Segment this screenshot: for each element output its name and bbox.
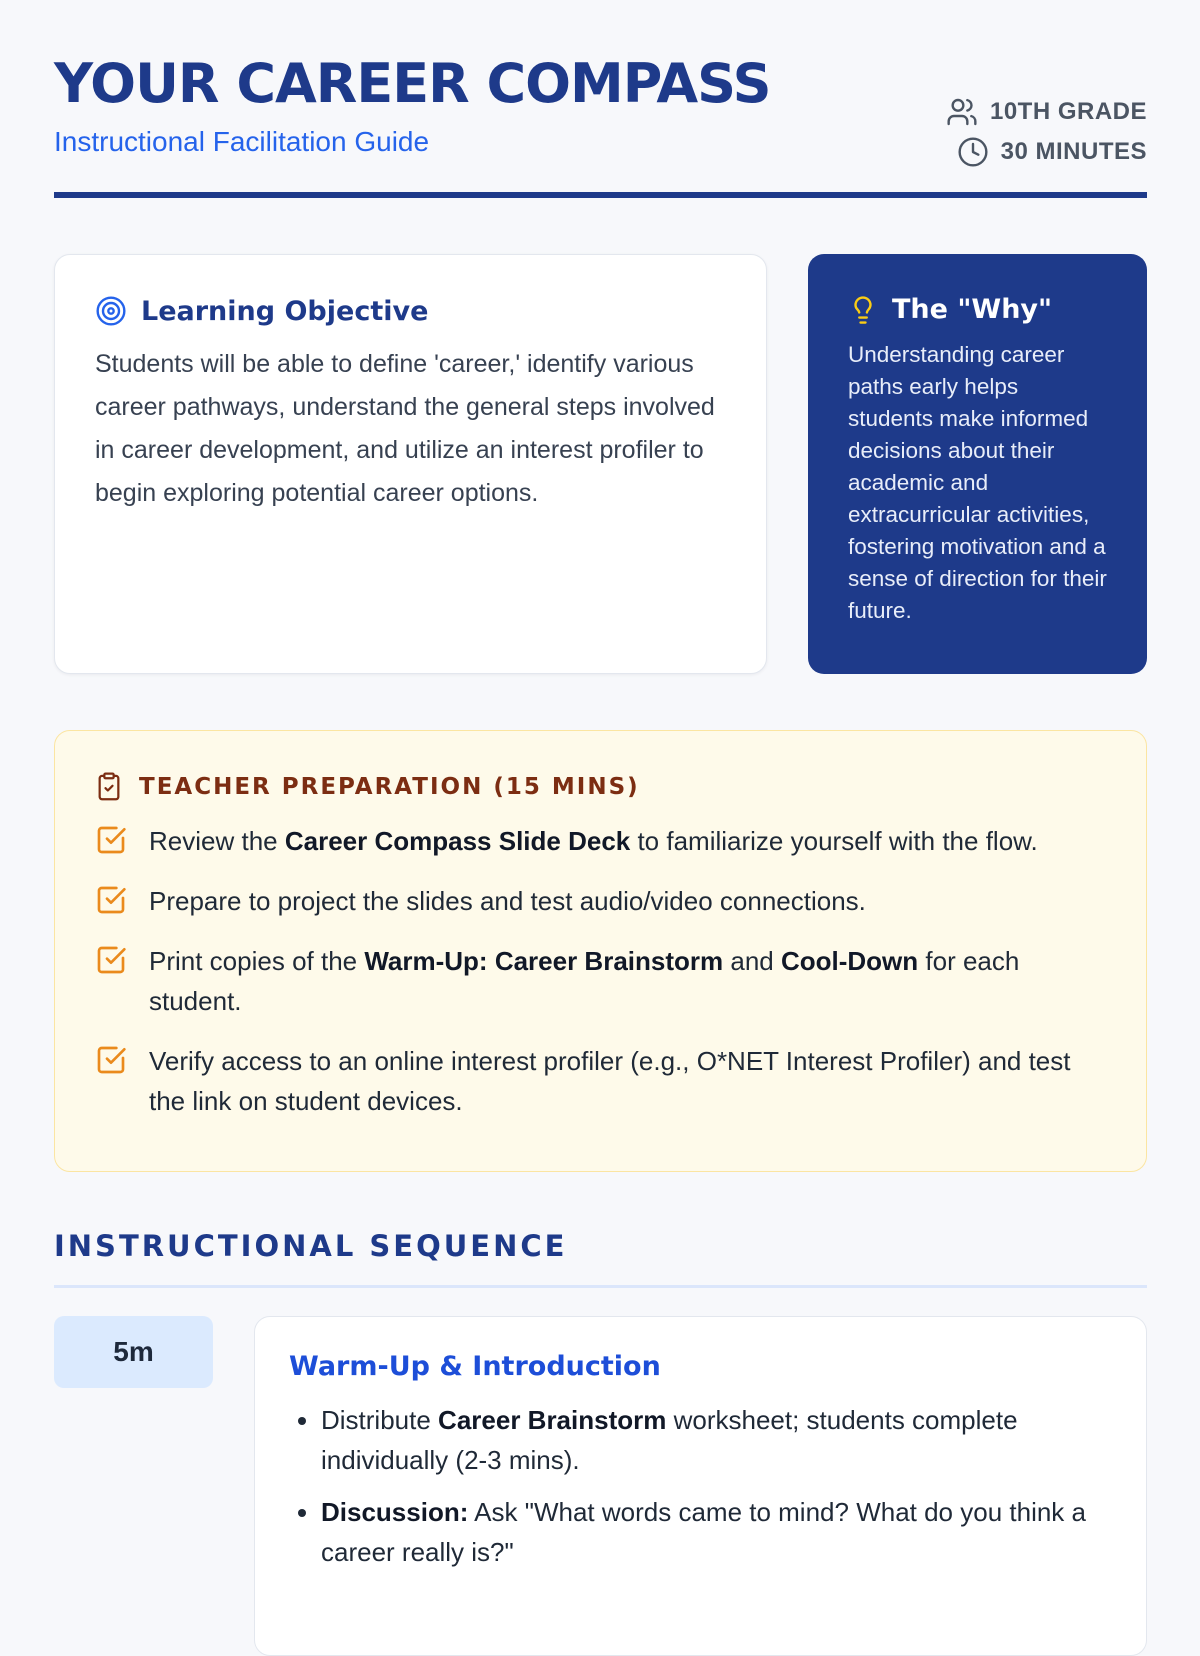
clock-icon <box>957 136 989 168</box>
objective-text: Students will be able to define 'career,' identify various career pathways, understand the general steps involved in career development, and utilize an interest profiler to begin exploring potential career options. <box>95 350 715 507</box>
checklist-item <box>95 941 1106 1021</box>
learning-objective-card <box>54 254 767 674</box>
checklist-item <box>95 881 1106 921</box>
clipboard-check-icon <box>95 771 123 803</box>
preparation-title: TEACHER PREPARATION (15 MINS) <box>139 774 640 800</box>
checklist-text: Verify access to an online interest profiler (e.g., O*NET Interest Profiler) and test the link on student devices. <box>149 1046 1071 1116</box>
sequence-divider <box>54 1285 1147 1288</box>
lightbulb-icon <box>848 295 878 325</box>
checkbox-checked-icon <box>95 1044 127 1076</box>
duration-row <box>946 132 1147 172</box>
objective-title: Learning Objective <box>141 295 429 327</box>
sequence-heading: INSTRUCTIONAL SEQUENCE <box>54 1229 568 1263</box>
why-title: The "Why" <box>892 294 1053 325</box>
grade-label: 10TH GRADE <box>989 98 1147 125</box>
checkbox-checked-icon <box>95 944 127 976</box>
checklist-text: Review the Career Compass Slide Deck to familiarize yourself with the flow. <box>149 826 1038 856</box>
header-divider <box>54 192 1147 198</box>
step-bullet: • Distribute Career Brainstorm worksheet; students complete individually (2-3 mins). <box>321 1400 1112 1480</box>
page-subtitle: Instructional Facilitation Guide <box>54 126 430 157</box>
checklist-text: Print copies of the Warm-Up: Career Brainstorm and Cool-Down for each student. <box>149 946 1020 1016</box>
page-title: YOUR CAREER COMPASS <box>54 52 771 115</box>
why-header <box>848 294 1107 325</box>
teacher-preparation-card <box>54 730 1147 1172</box>
step-bullet-list <box>289 1400 1112 1572</box>
lesson-meta <box>946 92 1147 172</box>
users-icon <box>946 96 978 128</box>
checkbox-checked-icon <box>95 884 127 916</box>
why-card <box>808 254 1147 674</box>
grade-row <box>946 92 1147 132</box>
objective-header <box>95 295 726 327</box>
checklist-item <box>95 1041 1106 1121</box>
page-header <box>54 0 1147 200</box>
checklist-item <box>95 821 1106 861</box>
preparation-header <box>95 771 1106 803</box>
checklist-text: Prepare to project the slides and test audio/video connections. <box>149 886 866 916</box>
preparation-checklist <box>95 821 1106 1121</box>
target-icon <box>95 295 127 327</box>
step-bullet: • Discussion: Ask "What words came to mind? What do you think a career really is?" <box>321 1492 1112 1572</box>
step-title: Warm-Up & Introduction <box>289 1351 661 1382</box>
step-duration-badge: 5m <box>54 1316 213 1388</box>
why-text: Understanding career paths early helps students make informed decisions about their academic and extracurricular activities, fostering motivation and a sense of direction for their future. <box>848 342 1107 623</box>
sequence-step-card <box>254 1316 1147 1656</box>
duration-label: 30 MINUTES <box>1000 138 1147 165</box>
checkbox-checked-icon <box>95 824 127 856</box>
guide-page <box>54 0 1147 1567</box>
